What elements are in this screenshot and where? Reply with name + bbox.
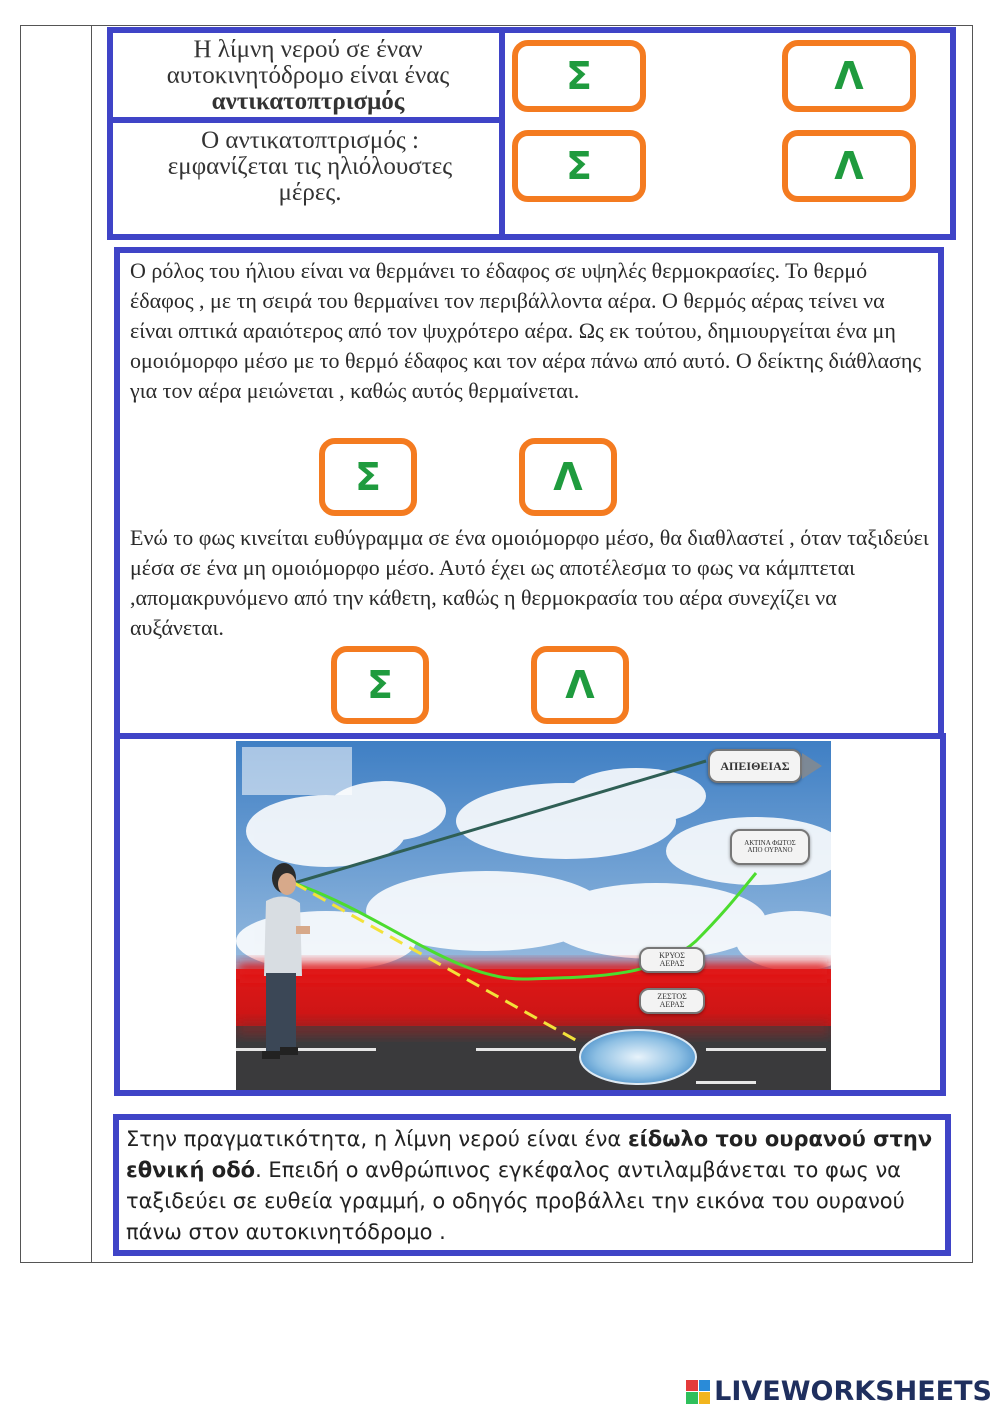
paragraph1-text: Ο ρόλος του ήλιου είναι να θερμάνει το έδαφος σε υψηλές θερμοκρασίες. Το θερμό έδαφος , με τη σειρά του θερμαίνει τον περιβάλλοντα αέρα. Ο θερμός αέρας τείνει να είναι οπτικά αραιότερος από τον ψυχρότερο αέρα. Ως εκ τούτου, δημιουργείται ένα μη ομοιόμορφο μέσο με το θερμό έδαφος και τον αέρα πάνω από αυτό. Ο δείκτης διάθλασης για τον αέρα μειώνεται , καθώς αυτός θερμαίνεται.	[130, 258, 922, 403]
question2-true-button[interactable]: Σ	[512, 130, 646, 202]
label-hot-line2: ΑΕΡΑΣ	[659, 1000, 685, 1009]
mirage-water	[580, 1030, 696, 1084]
question2-false-button[interactable]: Λ	[782, 130, 916, 202]
label-ray	[730, 829, 810, 865]
conclusion-text-1: Στην πραγματικότητα, η λίμνη νερού είναι ένα	[126, 1127, 628, 1151]
conclusion-text	[126, 1124, 938, 1248]
mirage-scene-svg	[236, 741, 831, 1090]
table-column-divider	[91, 25, 92, 1263]
label-hot-air	[639, 988, 705, 1014]
paragraph2-false-button[interactable]: Λ	[531, 646, 629, 724]
label-cold-line1: ΚΡΥΟΣ	[659, 951, 685, 960]
label-ray-line1: ΑΚΤΙΝΑ ΦΩΤΟΣ	[744, 839, 796, 847]
paragraph1-false-button[interactable]: Λ	[519, 438, 617, 516]
question1-true-button[interactable]: Σ	[512, 40, 646, 112]
paragraph1-true-button[interactable]: Σ	[319, 438, 417, 516]
conclusion-text-2: . Επειδή ο ανθρώπινος εγκέφαλος αντιλαμβάνεται το φως να ταξιδεύει σε ευθεία γραμμή, ο οδηγός προβάλλει την εικόνα του ουρανού πάνω στον αυτοκινητόδρομο .	[126, 1158, 905, 1244]
paragraph2-text: Ενώ το φως κινείται ευθύγραμμα σε ένα ομοιόμορφο μέσο, θα διαθλαστεί , όταν ταξιδεύει μέσα σε ένα μη ομοιόμορφο μέσο. Αυτό έχει ως αποτέλεσμα το φως να κάμπτεται ,απομακρυνόμενο από την κάθετη, καθώς η θερμοκρασία του αέρα συνεχίζει να αυξάνεται.	[130, 525, 929, 640]
label-cold-air	[639, 947, 705, 973]
road	[236, 1026, 831, 1090]
label-straight-text: ΑΠΕΙΘΕΙΑΣ	[720, 759, 790, 773]
liveworksheets-logo	[686, 1376, 992, 1407]
logo-text: LIVEWORKSHEETS	[714, 1376, 992, 1407]
question1-text-bold: αντικατοπτρισμός	[211, 88, 405, 115]
question1-false-button[interactable]: Λ	[782, 40, 916, 112]
paragraph2-true-button[interactable]: Σ	[331, 646, 429, 724]
label-cold-line2: ΑΕΡΑΣ	[659, 959, 685, 968]
question1-text	[120, 37, 496, 115]
liveworksheets-logo-icon	[686, 1380, 710, 1404]
label-ray-line2: ΑΠΟ ΟΥΡΑΝΟ	[747, 846, 793, 854]
mirage-illustration	[236, 741, 831, 1090]
question2-text: Ο αντικατοπτρισμός : εμφανίζεται τις ηλιόλουστες μέρες.	[167, 127, 453, 206]
watermark-patch	[242, 747, 352, 795]
question1-text-plain: Η λίμνη νερού σε έναν αυτοκινητόδρομο είναι ένας	[166, 36, 450, 89]
conclusion-text-bold: είδωλο του ουρανού στην εθνική οδό	[126, 1127, 933, 1182]
label-hot-line1: ΖΕΣΤΟΣ	[657, 992, 687, 1001]
label-straight	[708, 749, 802, 783]
